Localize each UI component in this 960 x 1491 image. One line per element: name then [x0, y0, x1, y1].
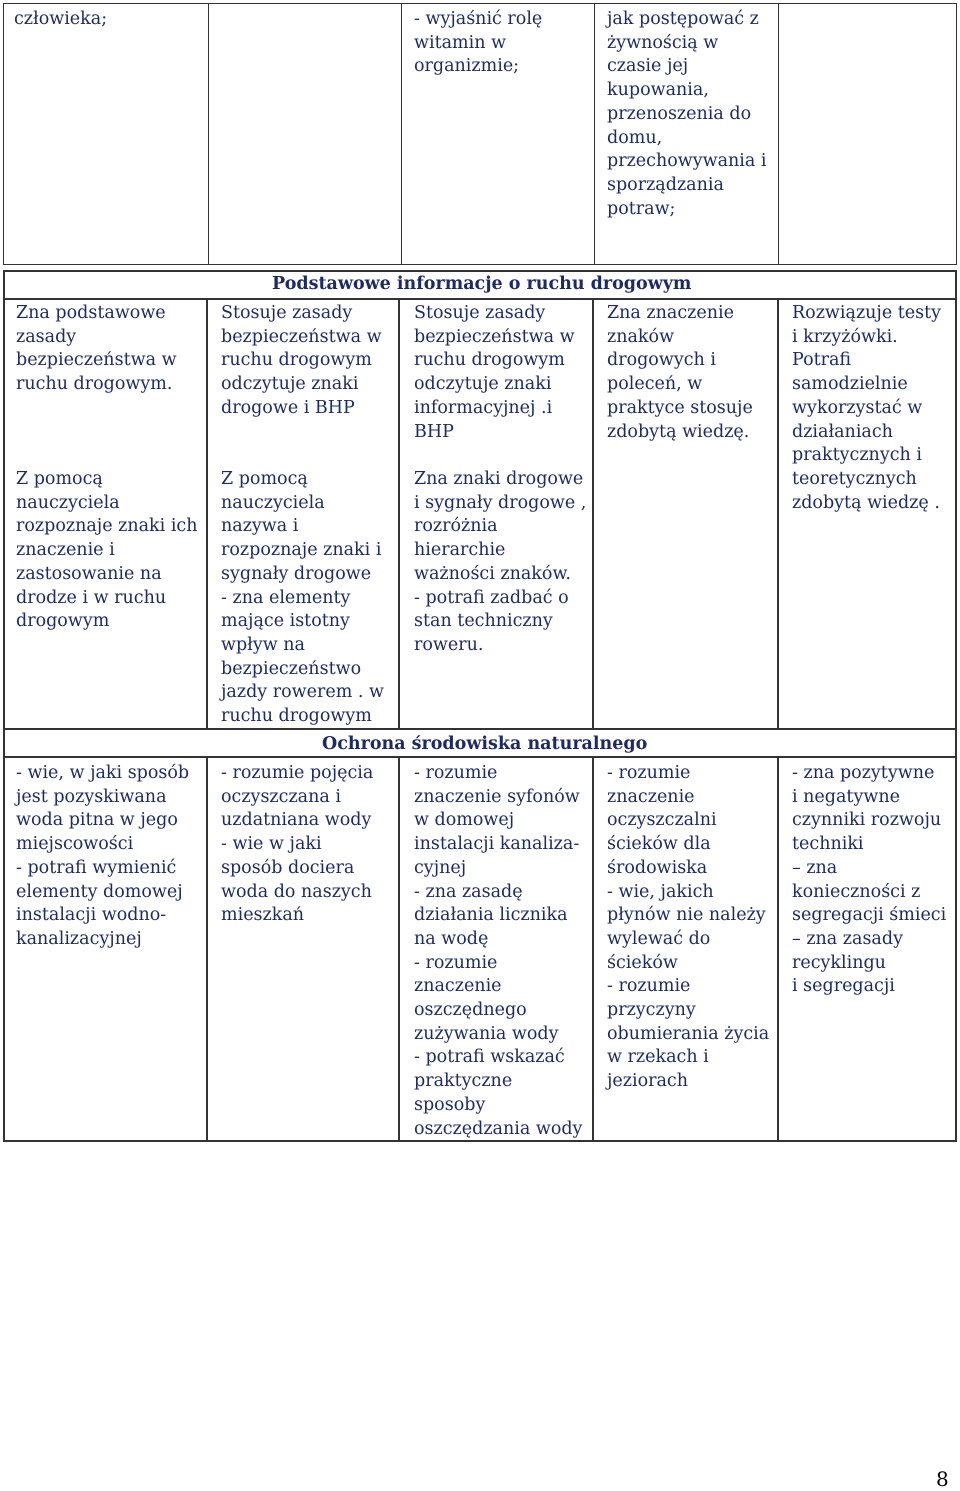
divider-r2-c4 — [777, 758, 779, 1142]
top-cell-2 — [209, 4, 402, 264]
ruch-col1b: Z pomocą nauczyciela rozpoznaje znaki ich znaczenie i zastosowanie na drodze i w ruchu drogowym — [16, 469, 198, 632]
divider-r2-c2 — [398, 758, 400, 1142]
srod-col2: - rozumie pojęcia oczyszczana i uzdatniana wody - wie w jaki sposób dociera woda do naszych mieszkań — [221, 763, 374, 926]
page-number: 8 — [936, 1467, 949, 1491]
ruch-col5: Rozwiązuje testy i krzyżówki. Potrafi samodzielnie wykorzystać w działaniach praktycznych i teoretycznych zdobytą wiedzę . — [792, 303, 942, 513]
ruch-col1a: Zna podstawowe zasady bezpieczeństwa w ruchu drogowym. — [16, 303, 177, 395]
srod-col4: - rozumie znaczenie oczyszczalni ścieków dla środowiska - wie, jakich płynów nie należy wylewać do ścieków - rozumie przyczyny obumierania życia w rzekach i jeziorach — [607, 763, 770, 1092]
top-cell-1 — [4, 4, 209, 264]
divider-r2-c3 — [592, 758, 594, 1142]
top-cell-5 — [779, 4, 956, 264]
ruch-col2a: Stosuje zasady bezpieczeństwa w ruchu drogowym odczytuje znaki drogowe i BHP — [221, 303, 382, 418]
section-header-ruch: Podstawowe informacje o ruchu drogowym — [272, 274, 692, 294]
divider-r1-c2 — [398, 300, 400, 728]
divider-r1-c3 — [592, 300, 594, 728]
ruch-col2b: Z pomocą nauczyciela nazywa i rozpoznaje znaki i sygnały drogowe - zna elementy mające istotny wpływ na bezpieczeństwo jazdy rowerem . w ruchu drogowym — [221, 469, 384, 727]
srod-col1: - wie, w jaki sposób jest pozyskiwana woda pitna w jego miejscowości - potrafi wymienić elementy domowej instalacji wodno- kanalizacyjnej — [16, 763, 190, 949]
srod-col5: - zna pozytywne i negatywne czynniki rozwoju techniki – zna konieczności z segregacji śmieci – zna zasady recyklingu i segregacji — [792, 763, 947, 997]
top-col3-text: - wyjaśnić rolę witamin w organizmie; — [414, 9, 543, 77]
ruch-col4: Zna znaczenie znaków drogowych i poleceń, w praktyce stosuje zdobytą wiedzę. — [607, 303, 753, 442]
ruch-col3a: Stosuje zasady bezpieczeństwa w ruchu drogowym odczytuje znaki informacyjnej .i BHP — [414, 303, 575, 442]
top-col4-text: jak postępować z żywnością w czasie jej kupowania, przenoszenia do domu, przechowywania i sporządzania potraw; — [607, 9, 767, 219]
ruch-col3b: Zna znaki drogowe i sygnały drogowe , rozróżnia hierarchie ważności znaków. - potrafi zadbać o stan techniczny roweru. — [414, 469, 587, 655]
top-col1-text: człowieka; — [14, 9, 108, 29]
section-header-srodowisko: Ochrona środowiska naturalnego — [322, 734, 648, 754]
divider-r1-c4 — [777, 300, 779, 728]
divider-r2-c1 — [206, 758, 208, 1142]
divider-r1-c1 — [206, 300, 208, 728]
srod-col3: - rozumie znaczenie syfonów w domowej instalacji kanaliza- cyjnej - zna zasadę działania licznika na wodę - rozumie znaczenie oszczędnego zużywania wody - potrafi wskazać praktyczne sposoby oszczędzania wody — [414, 763, 583, 1139]
